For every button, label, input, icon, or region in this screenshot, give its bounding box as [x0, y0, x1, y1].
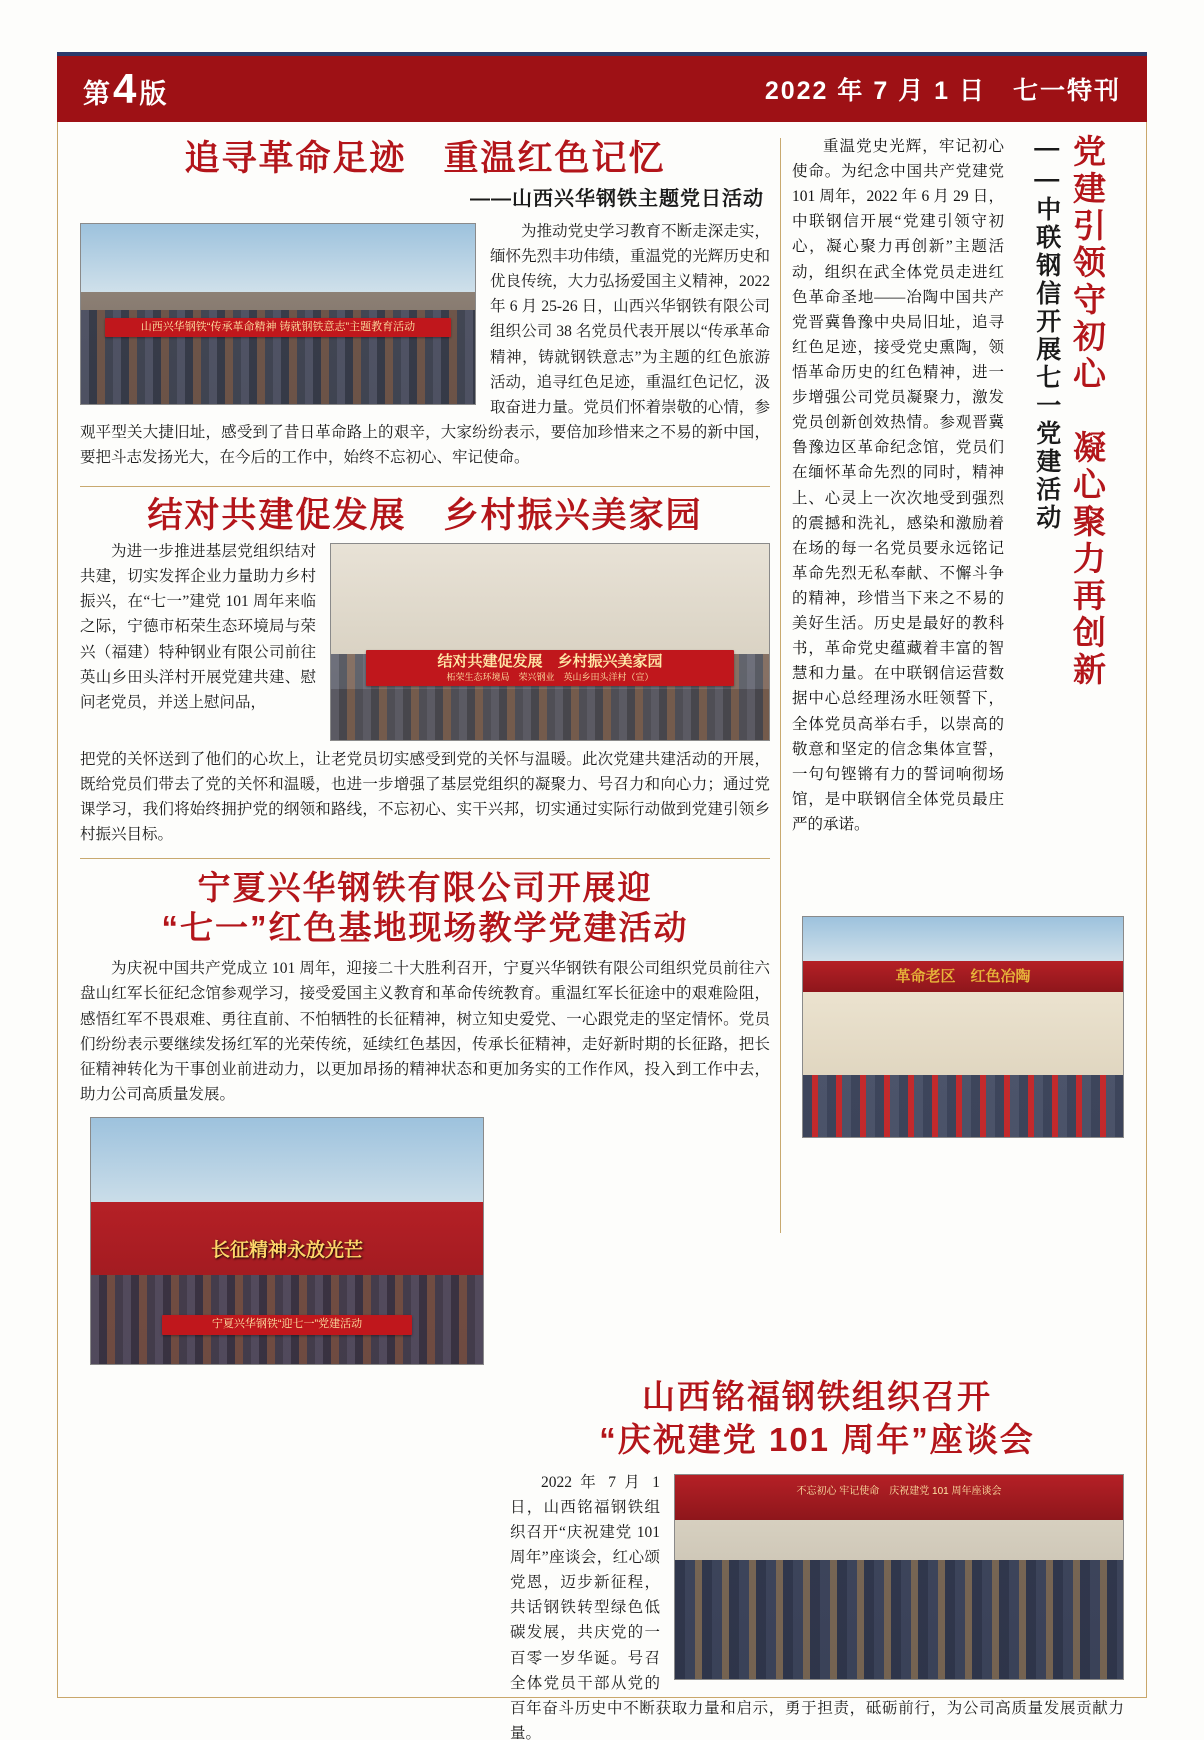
article-4-photo — [674, 1474, 1124, 1680]
article-1-paragraph-1: 为推动党史学习教育不断走深走实，缅怀先烈丰功伟绩，重温党的光辉历史和优良传统，大力弘扬爱国主义精神，2022 年 6 月 25-26 日，山西兴华钢铁有限公司组织公司 38 名党员代表开展以“传承革命精神，铸就钢铁意志”为主题的红色旅游活动，追寻红色足迹，重温红色记忆，汲取奋进力量。党员们怀着崇敬的心情，参观平型关大捷旧址，感受到了昔日革命路上的艰辛，大家纷纷表示，要倍加珍惜来之不易的新中国，要把斗志发扬光大，在今后的工作中，始终不忘初心、牢记使命。 — [80, 223, 770, 466]
page-number — [83, 64, 168, 112]
article-3-photo-banner — [130, 1236, 444, 1266]
article-3-headline-line2: “七一”红色基地现场教学党建活动 — [161, 909, 689, 947]
article-2 — [80, 495, 770, 847]
article-1-photo — [80, 223, 476, 405]
article-5-vertical-title-wrap — [1068, 134, 1124, 854]
column-divider — [780, 138, 781, 1233]
article-3-photo — [90, 1117, 484, 1365]
article-5-photo — [802, 916, 1124, 1138]
page-label-prefix: 第 — [83, 78, 111, 109]
article-5-paragraph-1: 重温党史光辉，牢记初心使命。为纪念中国共产党建党 101 周年，2022 年 6 月 29 日，中联钢信开展“党建引领守初心，凝心聚力再创新”主题活动，组织在武全体党员走进红色革命圣地——冶陶中国共产党晋冀鲁豫中央局旧址，追寻红色足迹，接受党史熏陶，领悟革命历史的红色精神，进一步增强公司党员凝聚力，激发党员创新创效热情。参观晋冀鲁豫边区革命纪念馆，党员们在缅怀革命先烈的同时，精神上、心灵上一次次地受到强烈的震撼和洗礼，感染和激励着在场的每一名党员要永远铭记革命先烈无私奉献、不懈斗争的精神，珍惜当下来之不易的美好生活。历史是最好的教科书，革命党史蕴藏着丰富的智慧和力量。在中联钢信运营数据中心总经理汤水旺领誓下，全体党员高举右手，以崇高的敬意和坚定的信念集体宣誓，一句句铿锵有力的誓词响彻场馆，是中联钢信全体党员最庄严的承诺。 — [792, 138, 1004, 833]
article-2-photo-banner-sub: 柘荣生态环境局 荣兴钢业 英山乡田头洋村（宣） — [446, 671, 654, 682]
article-5-photo-banner — [848, 965, 1078, 990]
article-5-vertical-subtitle: ——中联钢信开展七一党建活动 — [1032, 134, 1061, 532]
article-2-paragraph-2: 把党的关怀送到了他们的心坎上，让老党员切实感受到党的关怀与温暖。此次党建共建活动的开展，既给党员们带去了党的关怀和温暖，也进一步增强了基层党组织的凝聚力、号召力和向心力；通过党课学习，我们将始终拥护党的纲领和路线，不忘初心、实干兴邦，切实通过实际行动做到党建引领乡村振兴目标。 — [80, 751, 770, 844]
article-4 — [510, 1372, 1124, 1752]
article-1-subhead: ——山西兴华钢铁主题党日活动 — [470, 188, 764, 210]
article-2-headline: 结对共建促发展 乡村振兴美家园 — [147, 496, 703, 536]
page-number-value: 4 — [113, 64, 138, 112]
page-content — [58, 122, 1146, 1742]
article-4-headline-line1: 山西铭福钢铁组织召开 — [642, 1378, 992, 1415]
article-3-photo-banner-main: 长征精神永放光芒 — [210, 1240, 363, 1262]
article-1-headline: 追寻革命足迹 重温红色记忆 — [184, 139, 666, 178]
left-column — [80, 134, 770, 1365]
article-1 — [80, 138, 770, 476]
article-5-vertical-title: 党建引领守初心 凝心聚力再创新 — [1068, 134, 1106, 689]
section-divider-1 — [80, 486, 770, 487]
page-label-suffix: 版 — [139, 78, 168, 109]
article-5-body — [792, 134, 1004, 843]
masthead-date: 2022 年 7 月 1 日 七一特刊 — [764, 77, 1121, 105]
article-3-photo-banner-sub-wrap — [162, 1315, 413, 1335]
article-3-photo-banner-sub: 宁夏兴华钢铁“迎七一”党建活动 — [211, 1317, 363, 1330]
article-2-paragraph-1: 为进一步推进基层党组织结对共建，切实发挥企业力量助力乡村振兴，在“七一”建党 101 周年来临之际，宁德市柘荣生态环境局与荣兴（福建）特种钢业有限公司前往英山乡田头洋村开展党建共建、慰问老党员，并送上慰问品， — [80, 543, 316, 711]
masthead — [57, 52, 1147, 122]
article-3-paragraph-1: 为庆祝中国共产党成立 101 周年，迎接二十大胜利召开，宁夏兴华钢铁有限公司组织党员前往六盘山红军长征纪念馆参观学习，接受爱国主义教育和革命传统教育。重温红军长征途中的艰难险阻，感悟红军不畏艰难、勇往直前、不怕牺牲的长征精神，树立知史爱党、一心跟党走的坚定情怀。党员们纷纷表示要继续发扬红军的光荣传统，延续红色基因，传承长征精神，走好新时期的长征路，把长征精神转化为干事创业前进动力，以更加昂扬的精神状态和更加务实的工作作风，投入到工作中去，助力公司高质量发展。 — [80, 960, 770, 1103]
article-1-photo-banner: 山西兴华钢铁“传承革命精神 铸就钢铁意志”主题教育活动 — [105, 318, 452, 338]
article-4-paragraph-1: 2022 年 7 月 1 日，山西铭福钢铁组织召开“庆祝建党 101 周年”座谈会，红心颂党恩，迈步新征程，共话钢铁转型绿色低碳发展，共庆党的一百零一岁华诞。号召全体党员干部从党的百年奋斗历史中不断获取力量和启示，勇于担责，砥砺前行，为公司高质量发展贡献力量。 — [510, 1473, 1124, 1742]
article-4-photo-banner: 不忘初心 牢记使命 庆祝建党 101 周年座谈会 — [796, 1485, 1002, 1497]
article-4-headline-line2: “庆祝建党 101 周年”座谈会 — [599, 1420, 1035, 1458]
section-divider-2 — [80, 858, 770, 859]
article-2-photo — [330, 543, 770, 741]
article-3-headline-line1: 宁夏兴华钢铁有限公司开展迎 — [197, 868, 653, 906]
article-2-photo-banner-main: 结对共建促发展 乡村振兴美家园 — [437, 652, 663, 670]
article-3 — [80, 867, 770, 1365]
article-2-photo-banner — [366, 650, 734, 686]
article-5-vertical-subtitle-wrap — [1032, 134, 1066, 834]
article-5-photo-banner-main: 革命老区 红色冶陶 — [895, 968, 1031, 986]
